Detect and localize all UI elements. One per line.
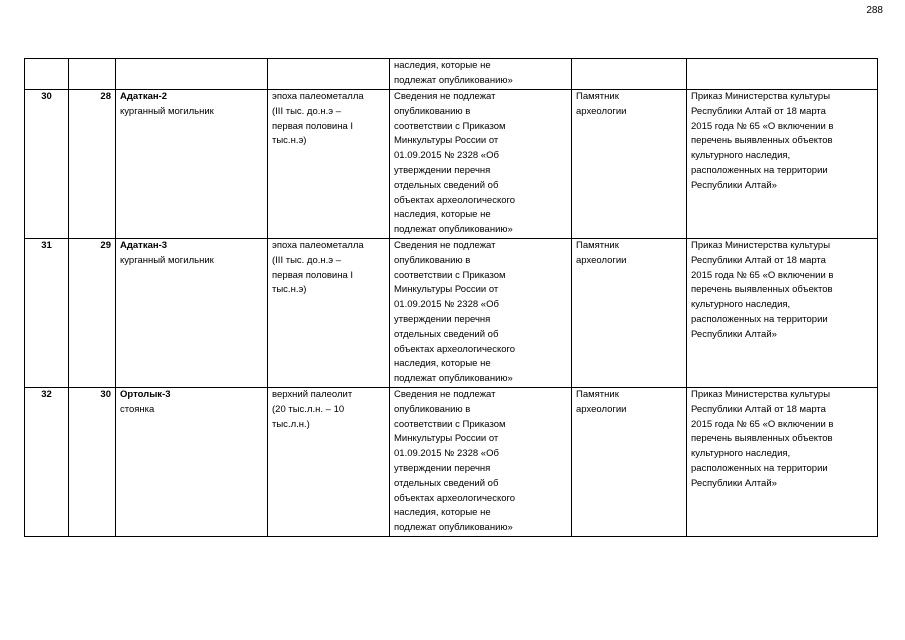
description-line: утверждении перечня bbox=[394, 313, 491, 325]
index-cell: 30 bbox=[25, 90, 69, 239]
document-line: 2015 года № 65 «О включении в bbox=[691, 120, 834, 132]
document-line: культурного наследия, bbox=[691, 299, 791, 311]
document-line: расположенных на территории bbox=[691, 462, 828, 474]
document-line: Республики Алтай от 18 марта bbox=[691, 254, 826, 266]
category-line: археологии bbox=[576, 254, 627, 266]
document-cell bbox=[687, 90, 878, 239]
description-line: 01.09.2015 № 2328 «Об bbox=[394, 448, 499, 460]
description-line: подлежат опубликованию» bbox=[394, 224, 513, 236]
description-line: Сведения не подлежат bbox=[394, 91, 496, 102]
description-line: подлежат опубликованию» bbox=[394, 522, 513, 534]
description-line: 01.09.2015 № 2328 «Об bbox=[394, 299, 499, 311]
document-line: Приказ Министерства культуры bbox=[691, 239, 831, 251]
description-cell bbox=[390, 59, 572, 90]
document-cell bbox=[687, 238, 878, 387]
description-cell bbox=[390, 90, 572, 239]
category-cell bbox=[572, 387, 687, 536]
object-name: Ортолык-3 bbox=[120, 388, 171, 400]
document-line: Республики Алтай от 18 марта bbox=[691, 403, 826, 415]
description-line: Минкультуры России от bbox=[394, 135, 499, 147]
document-line: Республики Алтай» bbox=[691, 179, 777, 191]
document-line: Приказ Министерства культуры bbox=[691, 91, 831, 102]
document-line: Республики Алтай» bbox=[691, 477, 777, 489]
description-line: наследия, которые не bbox=[394, 209, 491, 221]
category-cell bbox=[572, 238, 687, 387]
dating-cell bbox=[268, 238, 390, 387]
dating-line: (III тыс. до.н.э – bbox=[272, 254, 342, 266]
dating-cell bbox=[268, 387, 390, 536]
table-row bbox=[25, 90, 878, 239]
index-cell bbox=[25, 59, 69, 90]
description-line: объектах археологического bbox=[394, 343, 516, 355]
dating-line: верхний палеолит bbox=[272, 388, 353, 400]
description-line: Минкультуры России от bbox=[394, 433, 499, 445]
dating-line: (20 тыс.л.н. – 10 bbox=[272, 403, 345, 415]
document-cell bbox=[687, 387, 878, 536]
name-cell bbox=[116, 387, 268, 536]
document-line: перечень выявленных объектов bbox=[691, 135, 833, 147]
document-cell bbox=[687, 59, 878, 90]
object-kind: курганный могильник bbox=[120, 254, 214, 266]
description-line: утверждении перечня bbox=[394, 164, 491, 176]
category-line: Памятник bbox=[576, 388, 619, 400]
category-line: археологии bbox=[576, 105, 627, 117]
index-cell: 31 bbox=[25, 238, 69, 387]
number-cell: 29 bbox=[69, 238, 116, 387]
document-line: Республики Алтай» bbox=[691, 328, 777, 340]
description-line: объектах археологического bbox=[394, 492, 516, 504]
description-line: подлежат опубликованию» bbox=[394, 373, 513, 385]
dating-line: тыс.н.э) bbox=[272, 135, 307, 147]
dating-line: тыс.н.э) bbox=[272, 284, 307, 296]
document-line: расположенных на территории bbox=[691, 164, 828, 176]
number-cell: 30 bbox=[69, 387, 116, 536]
description-line: подлежат опубликованию» bbox=[394, 74, 513, 86]
description-line: опубликованию в bbox=[394, 254, 471, 266]
description-line: отдельных сведений об bbox=[394, 328, 499, 340]
name-cell bbox=[116, 238, 268, 387]
number-cell: 28 bbox=[69, 90, 116, 239]
description-cell bbox=[390, 387, 572, 536]
name-cell bbox=[116, 90, 268, 239]
document-line: культурного наследия, bbox=[691, 448, 791, 460]
category-line: Памятник bbox=[576, 239, 619, 251]
description-line: Сведения не подлежат bbox=[394, 388, 496, 400]
document-line: перечень выявленных объектов bbox=[691, 433, 833, 445]
document-line: 2015 года № 65 «О включении в bbox=[691, 269, 834, 281]
object-name: Адаткан-3 bbox=[120, 239, 168, 251]
dating-line: первая половина I bbox=[272, 120, 354, 132]
description-line: объектах археологического bbox=[394, 194, 516, 206]
dating-line: тыс.л.н.) bbox=[272, 418, 310, 430]
table-row bbox=[25, 387, 878, 536]
continuation-row bbox=[25, 59, 878, 90]
dating-line: эпоха палеометалла bbox=[272, 239, 364, 251]
document-line: Республики Алтай от 18 марта bbox=[691, 105, 826, 117]
description-line: наследия, которые не bbox=[394, 60, 491, 71]
category-line: археологии bbox=[576, 403, 627, 415]
description-cell bbox=[390, 238, 572, 387]
number-cell bbox=[69, 59, 116, 90]
name-cell bbox=[116, 59, 268, 90]
description-line: наследия, которые не bbox=[394, 507, 491, 519]
index-cell: 32 bbox=[25, 387, 69, 536]
description-line: опубликованию в bbox=[394, 105, 471, 117]
dating-cell bbox=[268, 90, 390, 239]
dating-cell bbox=[268, 59, 390, 90]
object-kind: стоянка bbox=[120, 403, 155, 415]
description-line: утверждении перечня bbox=[394, 462, 491, 474]
category-cell bbox=[572, 59, 687, 90]
dating-line: первая половина I bbox=[272, 269, 354, 281]
page-number: 288 bbox=[866, 5, 883, 16]
description-line: отдельных сведений об bbox=[394, 179, 499, 191]
table-row bbox=[25, 238, 878, 387]
description-line: Минкультуры России от bbox=[394, 284, 499, 296]
description-line: наследия, которые не bbox=[394, 358, 491, 370]
object-name: Адаткан-2 bbox=[120, 91, 168, 102]
description-line: опубликованию в bbox=[394, 403, 471, 415]
dating-line: эпоха палеометалла bbox=[272, 91, 364, 102]
document-line: перечень выявленных объектов bbox=[691, 284, 833, 296]
category-cell bbox=[572, 90, 687, 239]
description-line: соответствии с Приказом bbox=[394, 269, 506, 281]
description-line: соответствии с Приказом bbox=[394, 418, 506, 430]
document-line: расположенных на территории bbox=[691, 313, 828, 325]
description-line: отдельных сведений об bbox=[394, 477, 499, 489]
document-line: 2015 года № 65 «О включении в bbox=[691, 418, 834, 430]
description-line: 01.09.2015 № 2328 «Об bbox=[394, 150, 499, 162]
category-line: Памятник bbox=[576, 91, 619, 102]
description-line: Сведения не подлежат bbox=[394, 239, 496, 251]
table-body bbox=[25, 59, 878, 537]
document-line: Приказ Министерства культуры bbox=[691, 388, 831, 400]
dating-line: (III тыс. до.н.э – bbox=[272, 105, 342, 117]
document-line: культурного наследия, bbox=[691, 150, 791, 162]
object-kind: курганный могильник bbox=[120, 105, 214, 117]
heritage-registry-table bbox=[24, 58, 878, 537]
description-line: соответствии с Приказом bbox=[394, 120, 506, 132]
